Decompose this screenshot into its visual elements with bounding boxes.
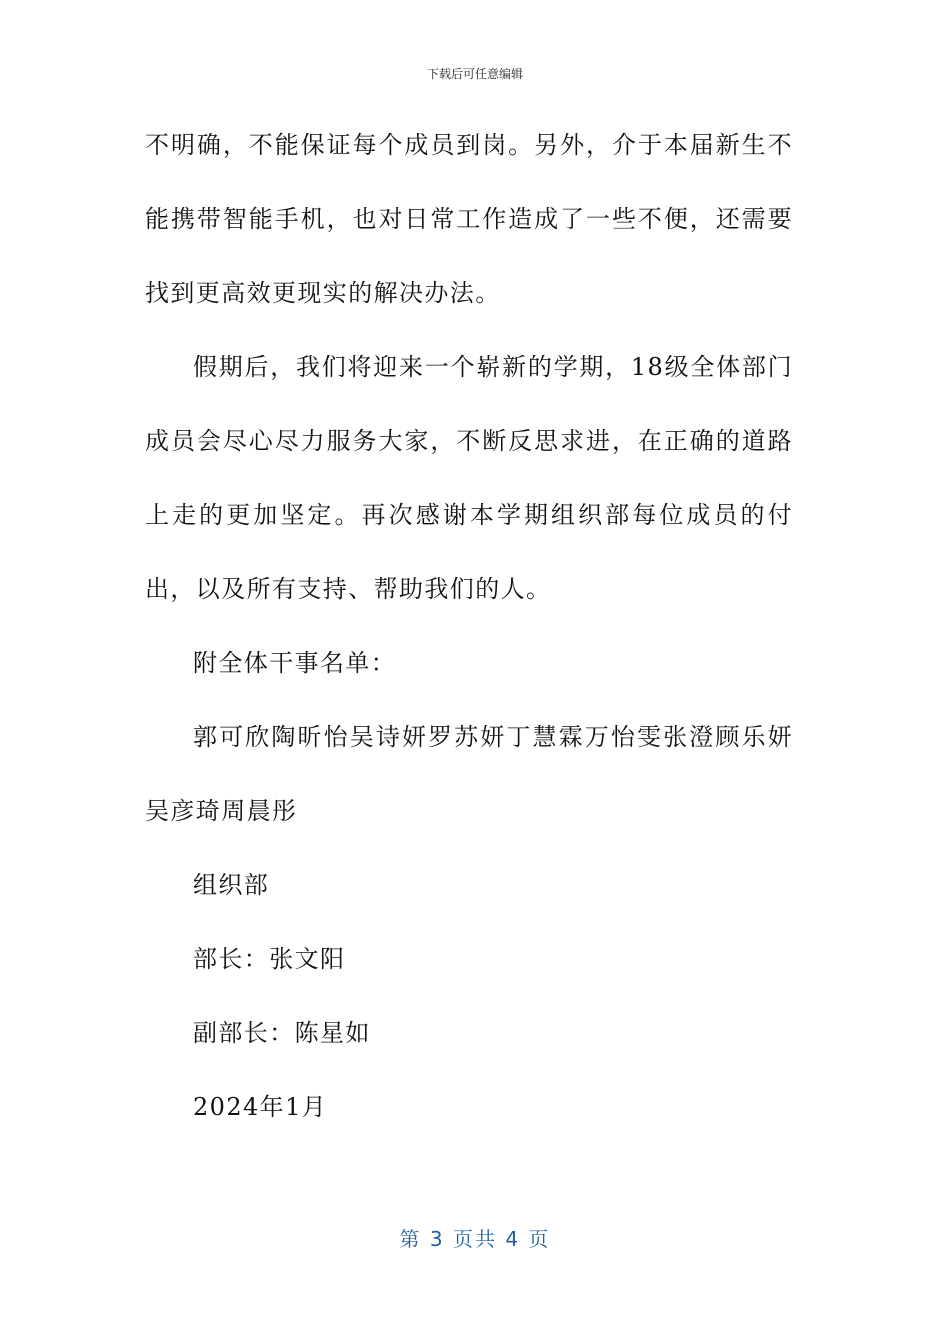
- department-head: 部长：张文阳: [193, 945, 346, 973]
- document-body: [145, 108, 793, 1144]
- page-header: 下载后可任意编辑: [426, 67, 523, 81]
- paragraph-new-semester: 假期后，我们将迎来一个崭新的学期，18级全体部门成员会尽心尽力服务大家，不断反思求进，在正确的道路上走的更加坚定。再次感谢本学期组织部每位成员的付出，以及所有支持、帮助我们的人。: [145, 353, 793, 603]
- deputy-head: 副部长：陈星如: [193, 1019, 371, 1047]
- page-number-footer: 第 3 页共 4 页: [399, 1227, 551, 1251]
- staff-list-names: 郭可欣陶昕怡吴诗妍罗苏妍丁慧霖万怡雯张澄顾乐妍吴彦琦周晨彤: [145, 723, 793, 825]
- staff-list-heading: 附全体干事名单：: [193, 649, 397, 677]
- department-name: 组织部: [193, 871, 270, 899]
- paragraph-continuation: 不明确，不能保证每个成员到岗。另外，介于本届新生不能携带智能手机，也对日常工作造成了一些不便，还需要找到更高效更现实的解决办法。: [145, 131, 793, 307]
- document-date: 2024年1月: [193, 1093, 328, 1121]
